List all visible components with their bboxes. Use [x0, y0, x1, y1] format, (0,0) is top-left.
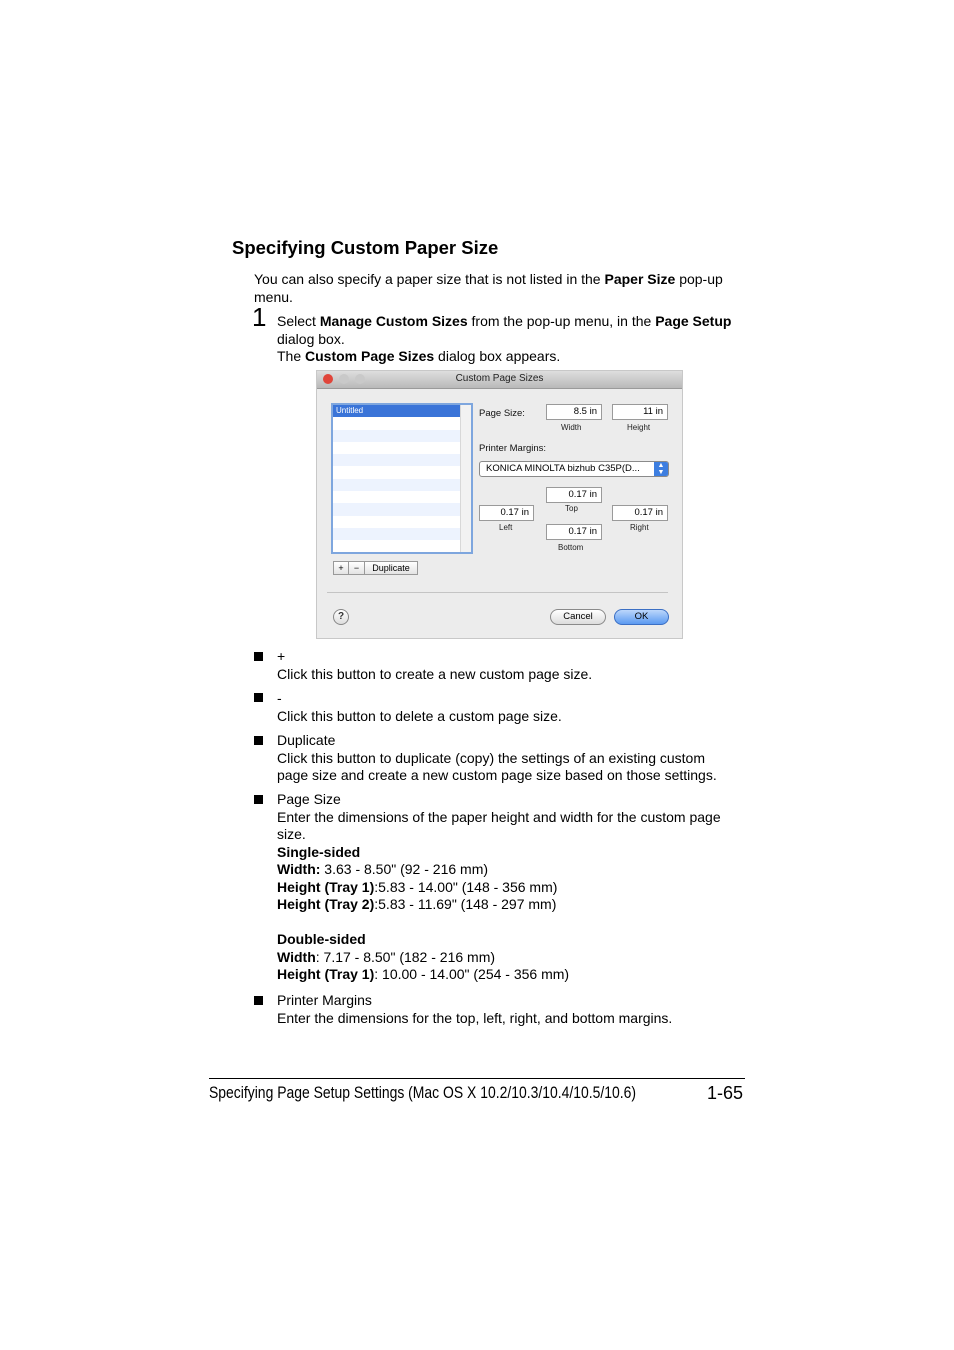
list-item[interactable] [333, 479, 471, 491]
step-text: Select [277, 313, 320, 329]
single-sided-title: Single-sided [277, 843, 361, 860]
list-scrollbar[interactable] [460, 405, 471, 552]
left-margin-field[interactable]: 0.17 in [479, 505, 534, 521]
item-page-size [277, 791, 747, 984]
width-caption: Width [561, 423, 582, 432]
list-item[interactable] [333, 417, 471, 429]
page-size-label: Page Size: [479, 408, 525, 419]
bullet-icon [254, 652, 263, 661]
step-line3: The [277, 348, 306, 364]
help-button[interactable]: ? [333, 609, 349, 625]
footer-chapter-title: Specifying Page Setup Settings (Mac OS X 10.2/10.3/10.4/10.5/10.6) [209, 1083, 636, 1102]
spec-value: 3.63 - 8.50" (92 - 216 mm) [320, 861, 489, 877]
step-bold-2: Page Setup [655, 313, 732, 329]
item-body: Click this button to create a new custom page size. [277, 665, 593, 682]
custom-sizes-list[interactable] [331, 403, 473, 554]
item-head: + [277, 648, 286, 664]
step-bold-1: Manage Custom Sizes [319, 313, 468, 329]
item-body: Click this button to duplicate (copy) the settings of an existing custom [277, 749, 705, 766]
bottom-caption: Bottom [558, 543, 584, 552]
double-sided-title: Double-sided [277, 931, 366, 947]
item-head: Printer Margins [277, 992, 372, 1008]
spec-label: Height (Tray 2) [277, 896, 375, 912]
height-field[interactable]: 11 in [612, 404, 668, 420]
bullet-icon [254, 795, 263, 804]
footer-rule [209, 1078, 745, 1079]
top-caption: Top [565, 504, 578, 513]
spec-value: : 10.00 - 14.00" (254 - 356 mm) [374, 966, 570, 982]
spec-value: :5.83 - 11.69" (148 - 297 mm) [374, 896, 557, 912]
step-text-mid: from the pop-up menu, in the [467, 313, 656, 329]
intro-text-end: pop-up [675, 271, 723, 287]
popup-arrows-icon: ▲ ▼ [654, 462, 668, 476]
item-body: Enter the dimensions of the paper height and width for the custom page [277, 808, 721, 825]
list-item[interactable] [333, 454, 471, 466]
list-item[interactable] [333, 466, 471, 478]
intro-bold: Paper Size [604, 271, 676, 287]
list-item[interactable] [333, 528, 471, 540]
left-caption: Left [499, 523, 513, 532]
item-head: Duplicate [277, 732, 336, 748]
bullet-icon [254, 996, 263, 1005]
right-margin-field[interactable]: 0.17 in [612, 505, 668, 521]
intro-line2: menu. [254, 288, 293, 305]
step-line3-end: dialog box appears. [434, 348, 561, 364]
step-line3-bold: Custom Page Sizes [305, 348, 435, 364]
intro-text: You can also specify a paper size that is not listed in the [254, 271, 605, 287]
add-size-button[interactable]: + [333, 561, 349, 575]
printer-popup-value: KONICA MINOLTA bizhub C35P(D... [486, 463, 640, 474]
printer-margins-label: Printer Margins: [479, 443, 547, 454]
item-body: Enter the dimensions for the top, left, right, and bottom margins. [277, 1009, 673, 1026]
ok-button[interactable]: OK [614, 609, 669, 625]
list-item[interactable] [333, 442, 471, 454]
spec-label: Height (Tray 1) [277, 966, 375, 982]
list-item[interactable] [333, 491, 471, 503]
item-head: - [277, 690, 282, 706]
item-head: Page Size [277, 791, 341, 807]
item-body: Click this button to delete a custom page size. [277, 707, 562, 724]
intro-paragraph [254, 271, 723, 306]
item-plus [277, 648, 747, 683]
spec-label: Width: [277, 861, 321, 877]
step-number: 1 [252, 302, 267, 332]
item-body: page size and create a new custom page size based on those settings. [277, 767, 717, 783]
step-1-text [277, 313, 731, 366]
dialog-titlebar [317, 371, 682, 389]
bullet-icon [254, 693, 263, 702]
list-item[interactable] [333, 503, 471, 515]
bullet-icon [254, 736, 263, 745]
dialog-title: Custom Page Sizes [455, 373, 544, 384]
bottom-margin-field[interactable]: 0.17 in [546, 524, 602, 540]
top-margin-field[interactable]: 0.17 in [546, 487, 602, 503]
item-printer-margins [277, 992, 747, 1027]
remove-size-button[interactable]: − [348, 561, 365, 575]
list-item[interactable] [333, 516, 471, 528]
item-minus [277, 690, 747, 725]
section-title: Specifying Custom Paper Size [232, 237, 499, 258]
item-body: size. [277, 826, 306, 842]
custom-page-sizes-dialog [316, 370, 683, 639]
spec-label: Height (Tray 1) [277, 878, 375, 895]
list-item[interactable]: Untitled [333, 405, 471, 417]
printer-popup[interactable] [479, 461, 669, 477]
duplicate-button[interactable]: Duplicate [364, 561, 418, 575]
page-number: 1-65 [707, 1083, 744, 1103]
step-line2: dialog box. [277, 330, 345, 347]
list-item[interactable] [333, 430, 471, 442]
spec-label: Width [277, 948, 316, 965]
spec-value: :5.83 - 14.00" (148 - 356 mm) [374, 878, 558, 895]
cancel-button[interactable]: Cancel [550, 609, 606, 625]
height-caption: Height [627, 423, 651, 432]
width-field[interactable]: 8.5 in [546, 404, 602, 420]
list-item[interactable] [333, 540, 471, 552]
item-duplicate [277, 732, 747, 785]
right-caption: Right [630, 523, 649, 532]
dialog-separator [327, 592, 668, 593]
spec-value: : 7.17 - 8.50" (182 - 216 mm) [315, 948, 496, 965]
